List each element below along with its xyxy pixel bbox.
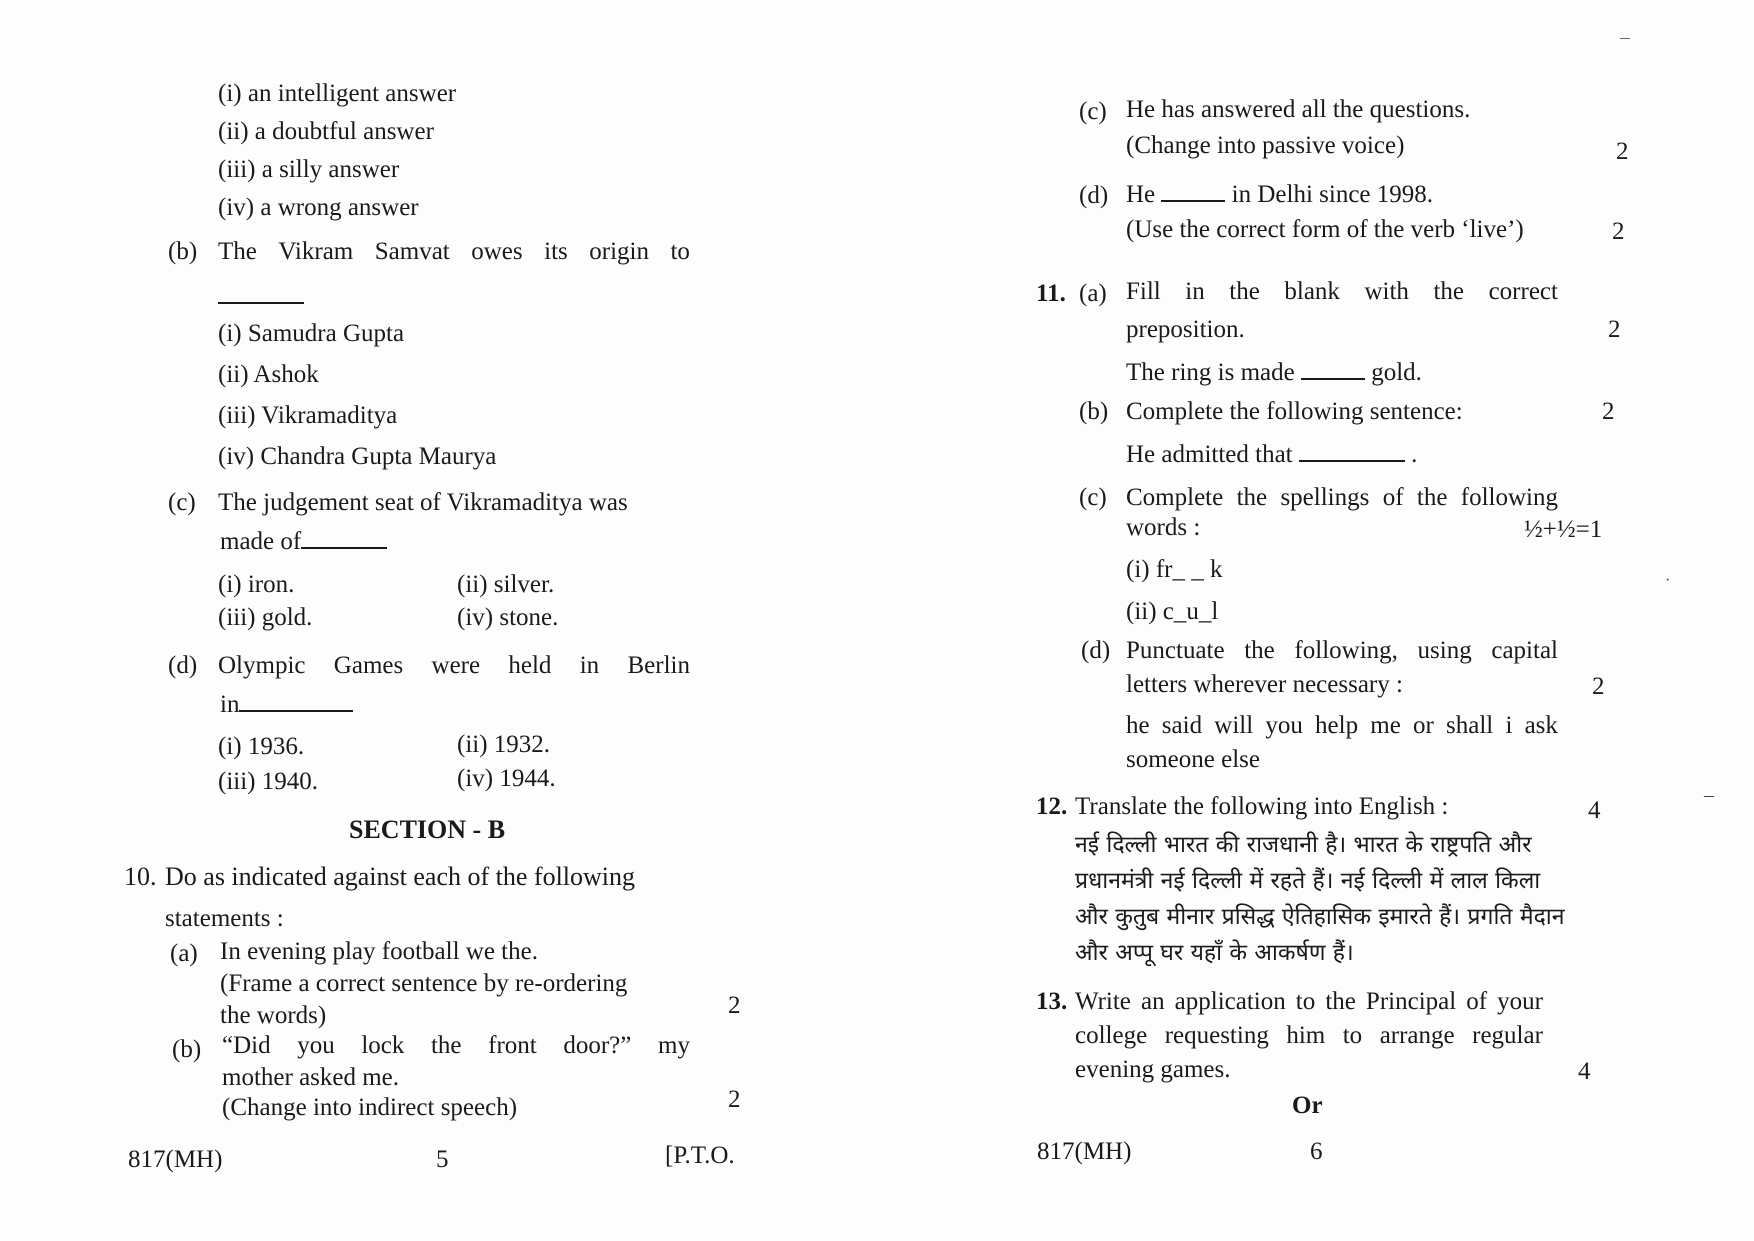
word: the [1416,484,1448,511]
word: using [1417,637,1472,664]
option-line: (ii) Ashok [218,361,319,388]
word: held [508,652,552,679]
or-label: Or [1292,1092,1323,1119]
paper-code: 817(MH) [128,1146,223,1173]
question-line: evening games. [1075,1056,1231,1083]
marks: 2 [1612,218,1625,245]
question-text: gold. [1371,359,1422,386]
question-line [1075,1022,1543,1051]
question-line [220,527,387,557]
question-line [1126,358,1422,388]
word: will [1214,712,1254,739]
question-text: . [1411,441,1418,468]
word: door?” [563,1032,632,1059]
option-line: (ii) 1932. [457,731,551,758]
option-line: (iii) a silly answer [218,156,400,183]
question-line: preposition. [1126,316,1245,343]
question-line [1126,712,1558,741]
word: were [431,652,481,679]
question-line [1126,180,1433,210]
word: regular [1472,1022,1543,1049]
marks: 2 [728,1086,741,1113]
marks: ½+½=1 [1524,516,1603,543]
marks: 2 [1616,138,1629,165]
marks: 2 [1602,398,1615,425]
word: “Did [222,1032,271,1059]
question-line [222,1032,690,1061]
word: following [1460,484,1558,511]
question-label: (b) [172,1036,202,1063]
option-line: (iii) 1940. [218,768,318,795]
option-line: (ii) a doubtful answer [218,118,434,145]
answer-blank [1299,440,1405,462]
spelling-item: (i) fr_ _ k [1126,556,1223,583]
word: with [1364,278,1409,305]
marks: 2 [1592,673,1605,700]
hindi-line: नई दिल्ली भारत की राजधानी है। भारत के राष्ट्रपति और [1075,832,1532,858]
word: he [1126,712,1150,739]
word: Principal [1365,988,1457,1015]
question-text: He [1126,181,1156,208]
option-line: (i) iron. [218,571,295,598]
word: application [1174,988,1286,1015]
word: you [1265,712,1303,739]
question-line [218,652,690,681]
word: help [1315,712,1359,739]
spelling-item: (ii) c_u_l [1126,598,1219,625]
word: requesting [1164,1022,1269,1049]
answer-blank [1161,180,1225,202]
question-line: (Change into passive voice) [1126,132,1405,159]
question-number: 10. [124,862,157,891]
word: lock [361,1032,405,1059]
question-line [1075,988,1543,1017]
option-line: (iv) stone. [457,604,559,631]
word: the [1229,278,1260,305]
word: i [1505,712,1513,739]
word: to [670,238,690,265]
word: in [1185,278,1205,305]
question-label: (a) [170,940,198,967]
marks: 2 [728,992,741,1019]
word: Samvat [374,238,450,265]
option-line: (iii) Vikramaditya [218,402,398,429]
question-line: He has answered all the questions. [1126,96,1471,123]
marks: 4 [1588,797,1601,824]
word: owes [471,238,523,265]
option-line: (iii) gold. [218,604,313,631]
question-line: Translate the following into English : [1075,793,1449,820]
page-number: 6 [1310,1138,1323,1165]
word: ask [1524,712,1558,739]
word: the [1325,988,1356,1015]
question-line: statements : [165,905,284,932]
question-line [1126,440,1417,470]
question-label: (a) [1079,280,1107,307]
word: capital [1491,637,1558,664]
answer-blank [239,690,353,712]
word: Write [1075,988,1131,1015]
scan-mark: – [1620,26,1630,48]
question-text: made of [220,528,302,555]
question-line [1126,278,1558,307]
word: Berlin [627,652,690,679]
option-line: (iv) a wrong answer [218,194,419,221]
word: college [1075,1022,1148,1049]
word: the [1433,278,1465,305]
question-label: (d) [168,652,198,679]
word: Games [333,652,404,679]
word: him [1286,1022,1326,1049]
word: front [488,1032,537,1059]
word: Fill [1126,278,1161,305]
word: shall [1446,712,1494,739]
question-line: mother asked me. [222,1064,400,1091]
word: Olympic [218,652,306,679]
question-line [1126,637,1558,666]
answer-blank [1301,358,1365,380]
question-line: someone else [1126,746,1260,773]
question-text: The ring is made [1126,359,1295,386]
word: said [1161,712,1203,739]
word: blank [1284,278,1340,305]
word: an [1140,988,1165,1015]
word: spellings [1280,484,1370,511]
question-text: in [220,691,240,718]
word: of [1466,988,1488,1015]
question-label: (c) [1079,98,1107,125]
option-line: (iv) 1944. [457,765,556,792]
question-number: 11. [1036,280,1066,307]
word: to [1295,988,1316,1015]
word: following, [1294,637,1398,664]
question-label: (b) [168,238,198,265]
word: Complete [1126,484,1224,511]
hindi-line: और अप्पू घर यहाँ के आकर्षण हैं। [1075,940,1354,966]
pto-label: [P.T.O. [665,1142,735,1169]
question-line [220,690,353,720]
page-number: 5 [436,1146,449,1173]
word: to [1342,1022,1363,1049]
question-line: Do as indicated against each of the following [165,862,636,891]
scan-mark: – [1704,784,1714,806]
option-line: (i) an intelligent answer [218,80,457,107]
word: me [1370,712,1401,739]
option-line: (ii) silver. [457,571,555,598]
word: the [1244,637,1275,664]
question-label: (d) [1081,637,1111,664]
section-heading: SECTION - B [349,815,506,844]
word: the [430,1032,462,1059]
question-number: 13. [1036,988,1068,1015]
question-label: (c) [168,489,196,516]
question-label: (b) [1079,398,1109,425]
word: Vikram [278,238,354,265]
marks: 4 [1578,1058,1591,1085]
word: Punctuate [1126,637,1225,664]
option-line: (i) 1936. [218,733,305,760]
question-text: in Delhi since 1998. [1231,181,1434,208]
word: you [297,1032,335,1059]
hindi-line: और कुतुब मीनार प्रसिद्ध ऐतिहासिक इमारते हैं। प्रगति मैदान [1075,904,1565,930]
option-line: (i) Samudra Gupta [218,320,405,347]
word: or [1413,712,1434,739]
question-line: In evening play football we the. [220,938,538,965]
word: correct [1488,278,1558,305]
question-line [218,238,690,267]
scan-mark: · [1665,572,1671,589]
word: arrange [1379,1022,1455,1049]
question-label: (c) [1079,484,1107,511]
word: my [658,1032,690,1059]
answer-blank [301,527,387,549]
question-line: words : [1126,514,1201,541]
word: in [579,652,600,679]
question-line: Complete the following sentence: [1126,398,1463,425]
word: its [544,238,568,265]
question-line: The judgement seat of Vikramaditya was [218,489,628,516]
question-line: (Change into indirect speech) [222,1094,518,1121]
question-text: He admitted that [1126,441,1293,468]
question-line: (Use the correct form of the verb ‘live’) [1126,216,1524,243]
word: The [218,238,257,265]
word: your [1497,988,1543,1015]
option-line: (iv) Chandra Gupta Maurya [218,443,497,470]
marks: 2 [1608,316,1621,343]
answer-blank [218,282,304,304]
question-line: letters wherever necessary : [1126,671,1403,698]
hindi-line: प्रधानमंत्री नई दिल्ली में रहते हैं। नई दिल्ली में लाल किला [1075,868,1541,894]
paper-code: 817(MH) [1037,1138,1132,1165]
word: origin [589,238,649,265]
question-line: (Frame a correct sentence by re-ordering [220,970,628,997]
question-label: (d) [1079,182,1109,209]
word: the [1236,484,1268,511]
question-line: the words) [220,1002,327,1029]
question-number: 12. [1036,793,1068,820]
question-line [1126,484,1558,513]
word: of [1382,484,1404,511]
